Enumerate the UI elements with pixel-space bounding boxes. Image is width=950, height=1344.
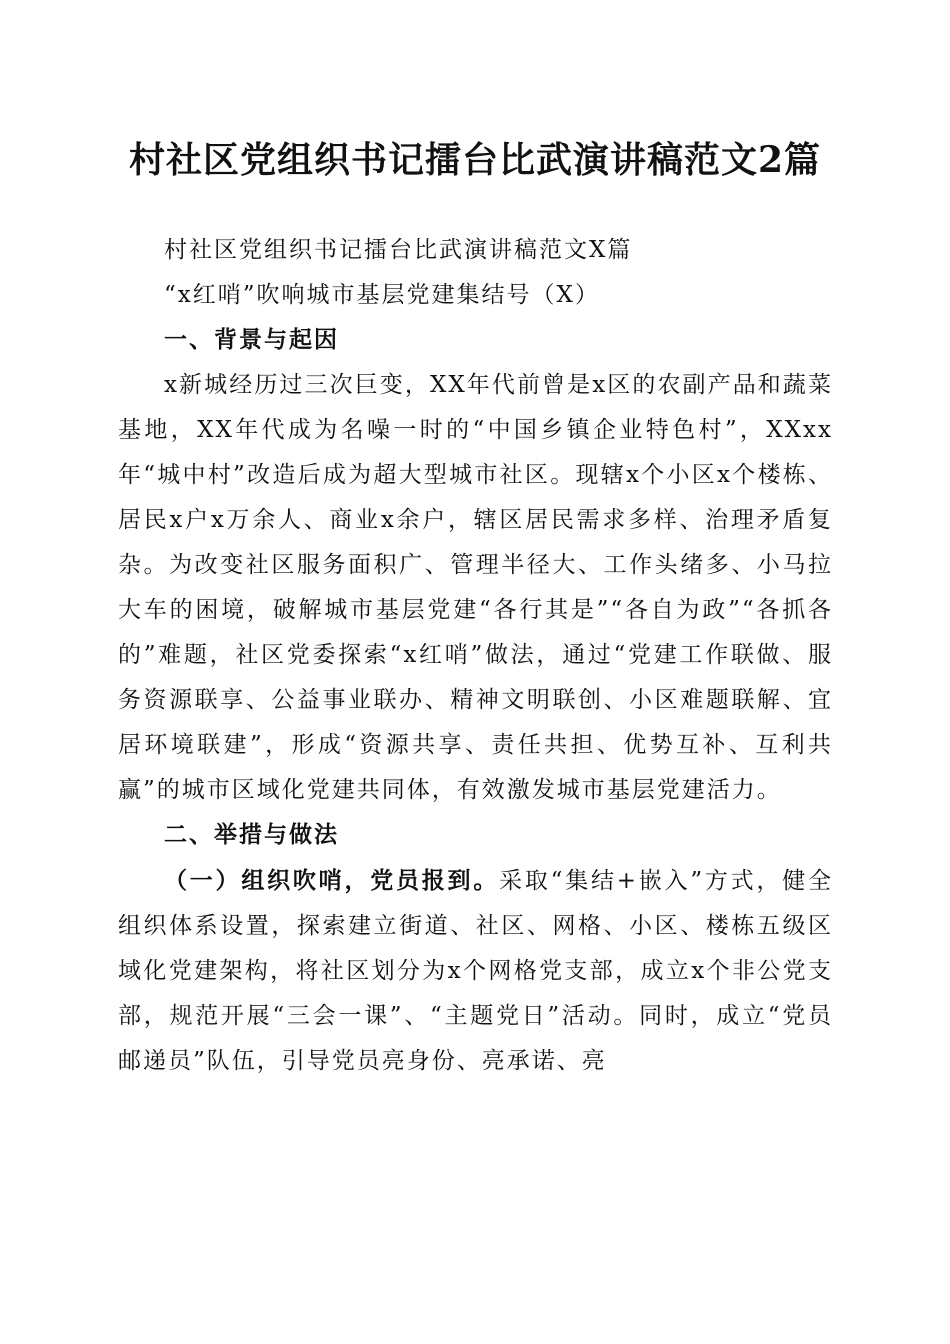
- document-body: [118, 228, 833, 1084]
- measures-item-lead: （一）组织吹哨，党员报到。: [164, 867, 500, 894]
- section-heading-measures: 二、举措与做法: [164, 822, 339, 848]
- background-paragraph: x新城经历过三次巨变，XX年代前曾是x区的农副产品和蔬菜基地，XX年代成为名噪一时的“中国乡镇企业特色村”，XXxx年“城中村”改造后成为超大型城市社区。现辖x个小区x个楼栋、居民x户x万余人、商业x余户，辖区居民需求多样、治理矛盾复杂。为改变社区服务面积广、管理半径大、工作头绪多、小马拉大车的困境，破解城市基层党建“各行其是”“各自为政”“各抓各的”难题，社区党委探索“x红哨”做法，通过“党建工作联做、服务资源联享、公益事业联办、精神文明联创、小区难题联解、宜居环境联建”，形成“资源共享、责任共担、优势互补、互利共赢”的城市区域化党建共同体，有效激发城市基层党建活力。: [118, 372, 833, 803]
- section-heading-background: 一、背景与起因: [164, 327, 339, 353]
- document-title: 村社区党组织书记擂台比武演讲稿范文2篇: [128, 139, 822, 181]
- measures-paragraph: [118, 858, 833, 1084]
- article-title: “x红哨”吹响城市基层党建集结号（X）: [164, 282, 600, 308]
- measures-item-text: 采取“集结+嵌入”方式，健全组织体系设置，探索建立街道、社区、网格、小区、楼栋五级区域化党建架构，将社区划分为x个网格党支部，成立x个非公党支部，规范开展“三会一课”、“主题党日”活动。同时，成立“党员邮递员”队伍，引导党员亮身份、亮承诺、亮: [118, 868, 833, 1074]
- subtitle: 村社区党组织书记擂台比武演讲稿范文X篇: [164, 237, 633, 263]
